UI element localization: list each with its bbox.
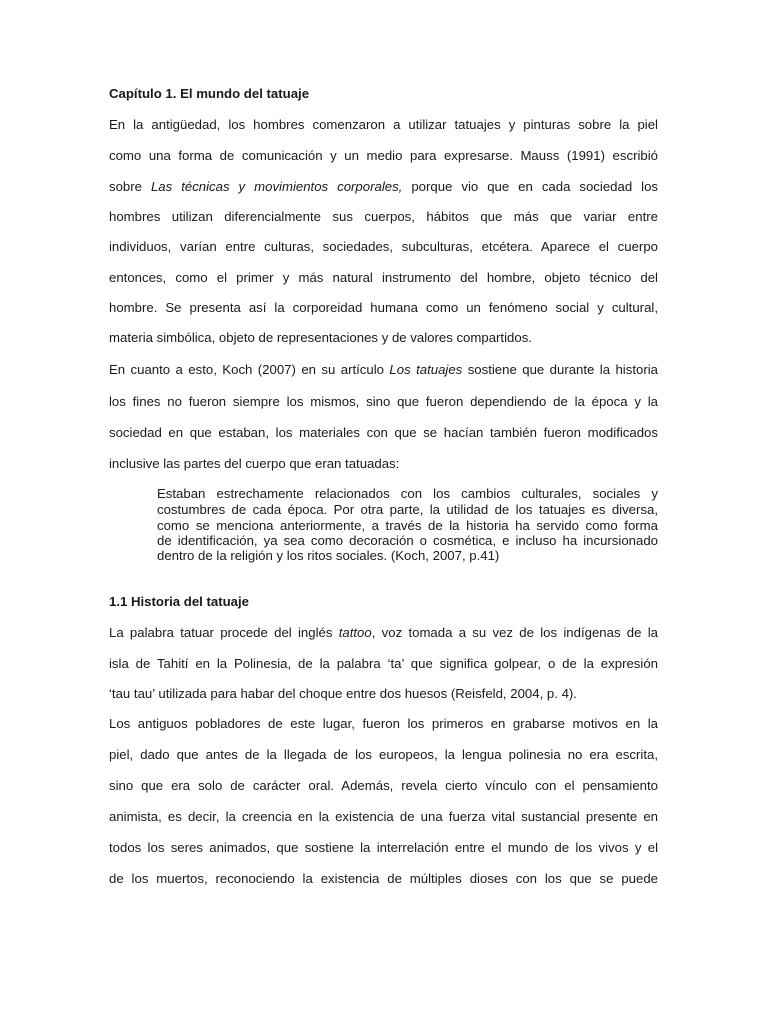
paragraph-line: hombres utilizan diferencialmente sus cuerpos, hábitos que más que variar entre <box>109 209 658 224</box>
paragraph-line: materia simbólica, objeto de representaciones y de valores compartidos. <box>109 330 532 345</box>
block-quote-line: de identificación, ya sea como decoración o cosmética, e incluso ha incursionado <box>157 533 658 548</box>
paragraph-line: piel, dado que antes de la llegada de los europeos, la lengua polinesia no era escrita, <box>109 747 658 762</box>
text-run: En cuanto a esto, Koch (2007) en su artículo <box>109 362 390 377</box>
text-run: La palabra tatuar procede del inglés <box>109 625 339 640</box>
block-quote-line: como se menciona anteriormente, a través de la historia ha servido como forma <box>157 518 658 533</box>
text-run: sostiene que durante la historia <box>462 362 658 377</box>
article-title-italic: Los tatuajes <box>389 362 463 377</box>
paragraph-line <box>109 625 658 641</box>
text-run: porque vio que en cada sociedad los <box>402 179 659 194</box>
block-quote-line: costumbres de cada época. Por otra parte, la utilidad de los tatuajes es diversa, <box>157 502 658 517</box>
section-heading: 1.1 Historia del tatuaje <box>109 594 249 609</box>
paragraph-line: entonces, como el primer y más natural instrumento del hombre, objeto técnico del <box>109 270 658 285</box>
paragraph-line: animista, es decir, la creencia en la existencia de una fuerza vital sustancial presente en <box>109 809 658 824</box>
paragraph-line: isla de Tahití en la Polinesia, de la palabra ‘ta’ que significa golpear, o de la expresión <box>109 656 658 671</box>
paragraph-line: sociedad en que estaban, los materiales con que se hacían también fueron modificados <box>109 425 658 440</box>
paragraph-line: individuos, varían entre culturas, sociedades, subculturas, etcétera. Aparece el cuerpo <box>109 239 658 254</box>
paragraph-line: En la antigüedad, los hombres comenzaron a utilizar tatuajes y pinturas sobre la piel <box>109 117 658 132</box>
paragraph-line: de los muertos, reconociendo la existencia de múltiples dioses con los que se puede <box>109 871 658 886</box>
foreign-word-italic: tattoo <box>338 625 372 640</box>
paragraph-line: Los antiguos pobladores de este lugar, fueron los primeros en grabarse motivos en la <box>109 716 658 731</box>
block-quote-line: dentro de la religión y los ritos sociales. (Koch, 2007, p.41) <box>157 548 500 563</box>
paragraph-line <box>109 362 658 378</box>
paragraph-line: sino que era solo de carácter oral. Además, revela cierto vínculo con el pensamiento <box>109 778 658 793</box>
paragraph-line: todos los seres animados, que sostiene la interrelación entre el mundo de los vivos y el <box>109 840 658 855</box>
paragraph-line: inclusive las partes del cuerpo que eran tatuadas: <box>109 456 400 471</box>
book-title-italic: Las técnicas y movimientos corporales, <box>150 179 403 194</box>
chapter-heading: Capítulo 1. El mundo del tatuaje <box>109 86 310 101</box>
text-run: sobre <box>109 179 151 194</box>
paragraph-line: hombre. Se presenta así la corporeidad humana como un fenómeno social y cultural, <box>109 300 658 315</box>
block-quote-line: Estaban estrechamente relacionados con los cambios culturales, sociales y <box>157 486 658 501</box>
text-run: , voz tomada a su vez de los indígenas de la <box>371 625 659 640</box>
paragraph-line: ‘tau tau’ utilizada para habar del choque entre dos huesos (Reisfeld, 2004, p. 4). <box>109 686 577 701</box>
paragraph-line: como una forma de comunicación y un medio para expresarse. Mauss (1991) escribió <box>109 148 658 163</box>
paragraph-line <box>109 179 658 195</box>
paragraph-line: los fines no fueron siempre los mismos, sino que fueron dependiendo de la época y la <box>109 394 658 409</box>
